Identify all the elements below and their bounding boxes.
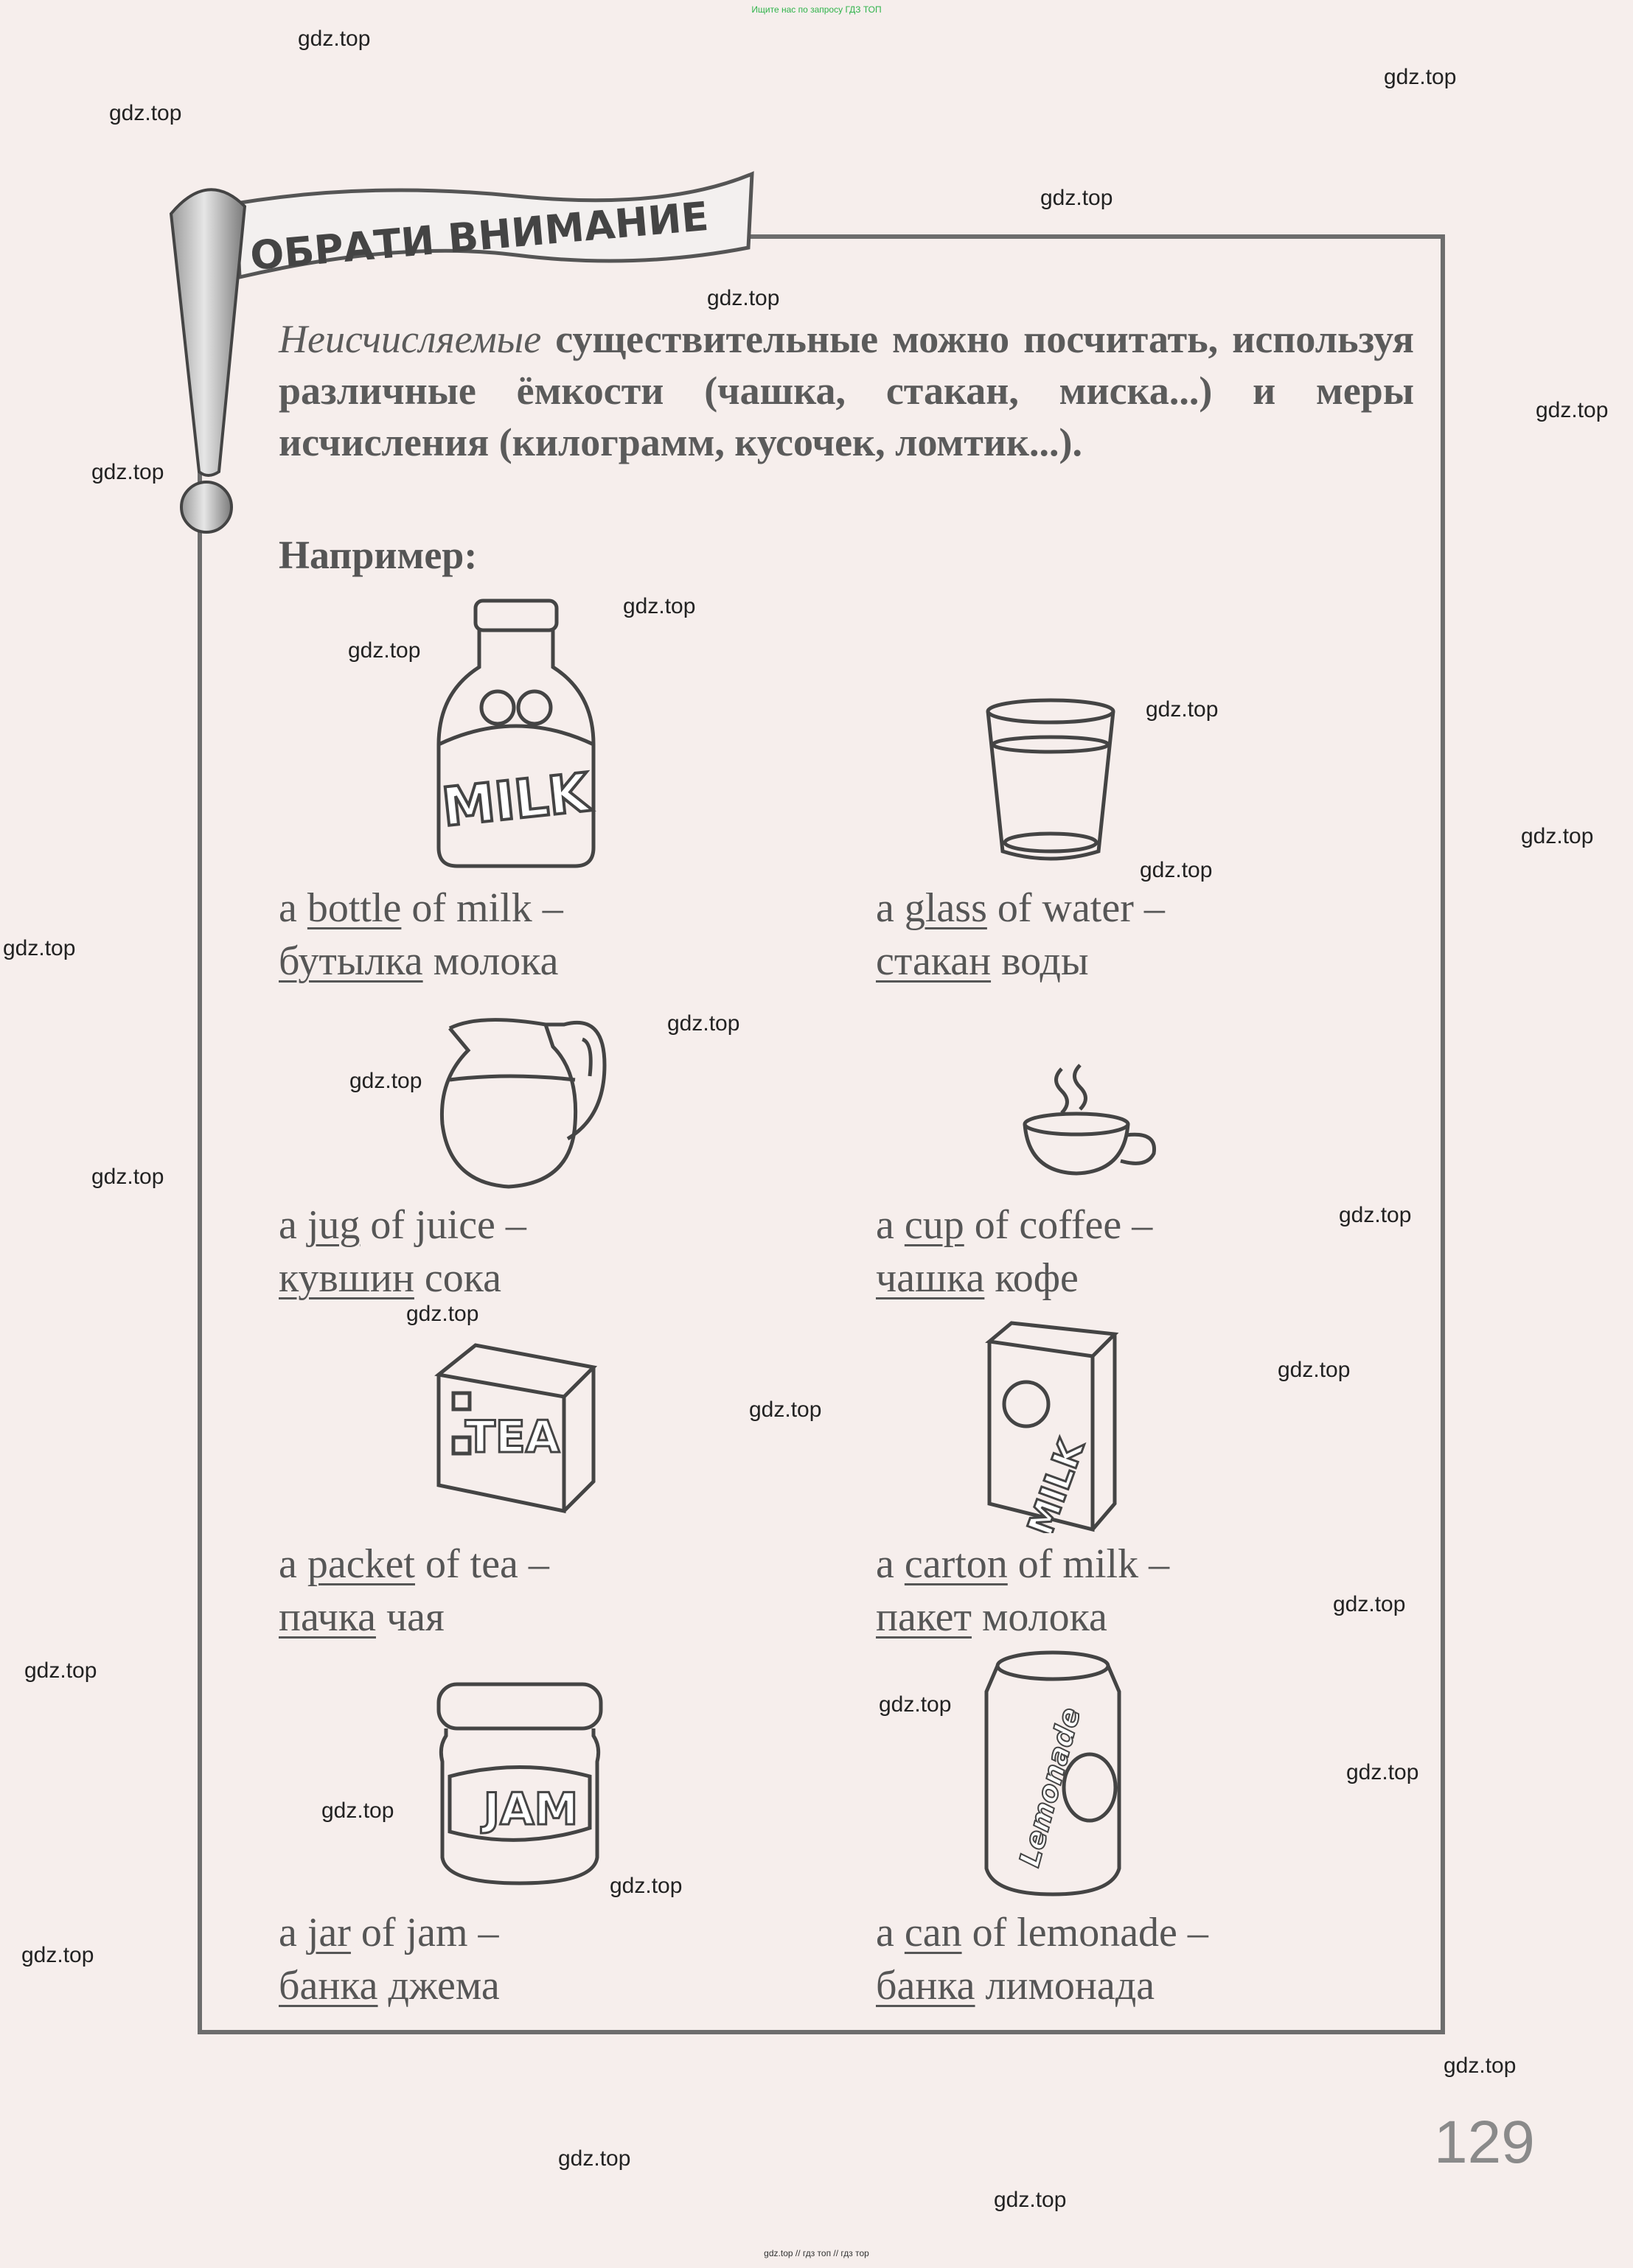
- watermark: gdz.top: [1444, 2054, 1517, 2078]
- caption-en: a jug of juice –: [279, 1202, 526, 1248]
- watermark: gdz.top: [1140, 858, 1213, 882]
- watermark: gdz.top: [707, 286, 780, 310]
- watermark: gdz.top: [667, 1011, 740, 1036]
- watermark: gdz.top: [749, 1398, 822, 1422]
- exclamation-icon: [164, 184, 252, 542]
- watermark: gdz.top: [1384, 65, 1457, 89]
- watermark: gdz.top: [91, 1165, 164, 1189]
- watermark: gdz.top: [1339, 1203, 1412, 1227]
- watermark: gdz.top: [558, 2146, 631, 2171]
- intro-rest: существительные можно посчитать, используя различные ёмкости (чашка, стакан, миска...) и меры исчисления (килограмм, кусочек, ломтик...).: [279, 317, 1414, 464]
- banner-title: ОБРАТИ ВНИМАНИЕ: [248, 192, 711, 279]
- caption-en: a cup of coffee –: [876, 1202, 1153, 1248]
- caption-bottle: [279, 882, 563, 988]
- watermark: gdz.top: [348, 638, 421, 663]
- caption-en: a packet of tea –: [279, 1541, 549, 1587]
- watermark: gdz.top: [21, 1943, 94, 1967]
- attention-frame: [198, 234, 1445, 2034]
- watermark: gdz.top: [623, 594, 696, 618]
- coffee-cup-icon: [1017, 1061, 1165, 1183]
- example-label: Например:: [279, 533, 478, 577]
- watermark: gdz.top: [1346, 1760, 1419, 1784]
- watermark: gdz.top: [91, 460, 164, 484]
- caption-en: a jar of jam –: [279, 1910, 499, 1955]
- watermark: gdz.top: [1536, 398, 1609, 422]
- caption-ru: бутылка молока: [279, 938, 559, 984]
- water-glass-icon: [981, 697, 1121, 870]
- jam-jar-icon: [431, 1681, 608, 1891]
- milk-bottle-icon: [431, 597, 601, 873]
- caption-en: a carton of milk –: [876, 1541, 1170, 1587]
- watermark: gdz.top: [1333, 1592, 1406, 1616]
- watermark: gdz.top: [298, 27, 371, 51]
- juice-jug-icon: [435, 1006, 612, 1194]
- caption-carton: [876, 1538, 1169, 1644]
- tea-packet-icon: [431, 1338, 601, 1518]
- tea-packet-label: TEA: [464, 1412, 560, 1463]
- watermark: gdz.top: [349, 1069, 422, 1093]
- caption-en: a can of lemonade –: [876, 1910, 1208, 1955]
- milk-bottle-label: MILK: [439, 761, 593, 839]
- caption-jar: [279, 1906, 500, 2012]
- caption-glass: [876, 882, 1165, 988]
- caption-ru: банка лимонада: [876, 1963, 1155, 2009]
- caption-ru: кувшин сока: [279, 1255, 501, 1301]
- watermark: gdz.top: [1521, 824, 1594, 848]
- milk-carton-icon: [982, 1319, 1122, 1537]
- footer-note: gdz.top // гдз топ // гдз тор: [764, 2248, 869, 2258]
- watermark: gdz.top: [321, 1798, 394, 1823]
- intro-paragraph: [279, 313, 1414, 468]
- watermark: gdz.top: [1146, 697, 1219, 722]
- caption-ru: пачка чая: [279, 1594, 445, 1640]
- header-note: Ищите нас по запросу ГДЗ ТОП: [751, 4, 882, 15]
- watermark: gdz.top: [1278, 1358, 1351, 1382]
- caption-packet: [279, 1538, 549, 1644]
- watermark: gdz.top: [994, 2188, 1067, 2212]
- watermark: gdz.top: [406, 1302, 479, 1326]
- watermark: gdz.top: [879, 1692, 952, 1717]
- watermark: gdz.top: [1040, 186, 1113, 210]
- page-number: 129: [1434, 2109, 1535, 2176]
- caption-en: a glass of water –: [876, 885, 1165, 931]
- caption-ru: пакет молока: [876, 1594, 1107, 1640]
- caption-cup: [876, 1198, 1152, 1305]
- caption-can: [876, 1906, 1208, 2012]
- caption-ru: банка джема: [279, 1963, 500, 2009]
- watermark: gdz.top: [24, 1658, 97, 1683]
- caption-ru: чашка кофе: [876, 1255, 1079, 1301]
- lemonade-can-label: Lemonade: [1013, 1704, 1087, 1871]
- caption-ru: стакан воды: [876, 938, 1089, 984]
- lemonade-can-icon: [979, 1647, 1127, 1902]
- jam-jar-label: JAM: [483, 1784, 579, 1835]
- caption-en: a bottle of milk –: [279, 885, 563, 931]
- intro-italic: Неисчисляемые: [279, 317, 542, 361]
- attention-banner: [221, 167, 759, 296]
- caption-jug: [279, 1198, 526, 1305]
- watermark: gdz.top: [3, 936, 76, 960]
- milk-carton-label: MILK: [1020, 1434, 1093, 1533]
- watermark: gdz.top: [610, 1874, 683, 1898]
- watermark: gdz.top: [109, 101, 182, 125]
